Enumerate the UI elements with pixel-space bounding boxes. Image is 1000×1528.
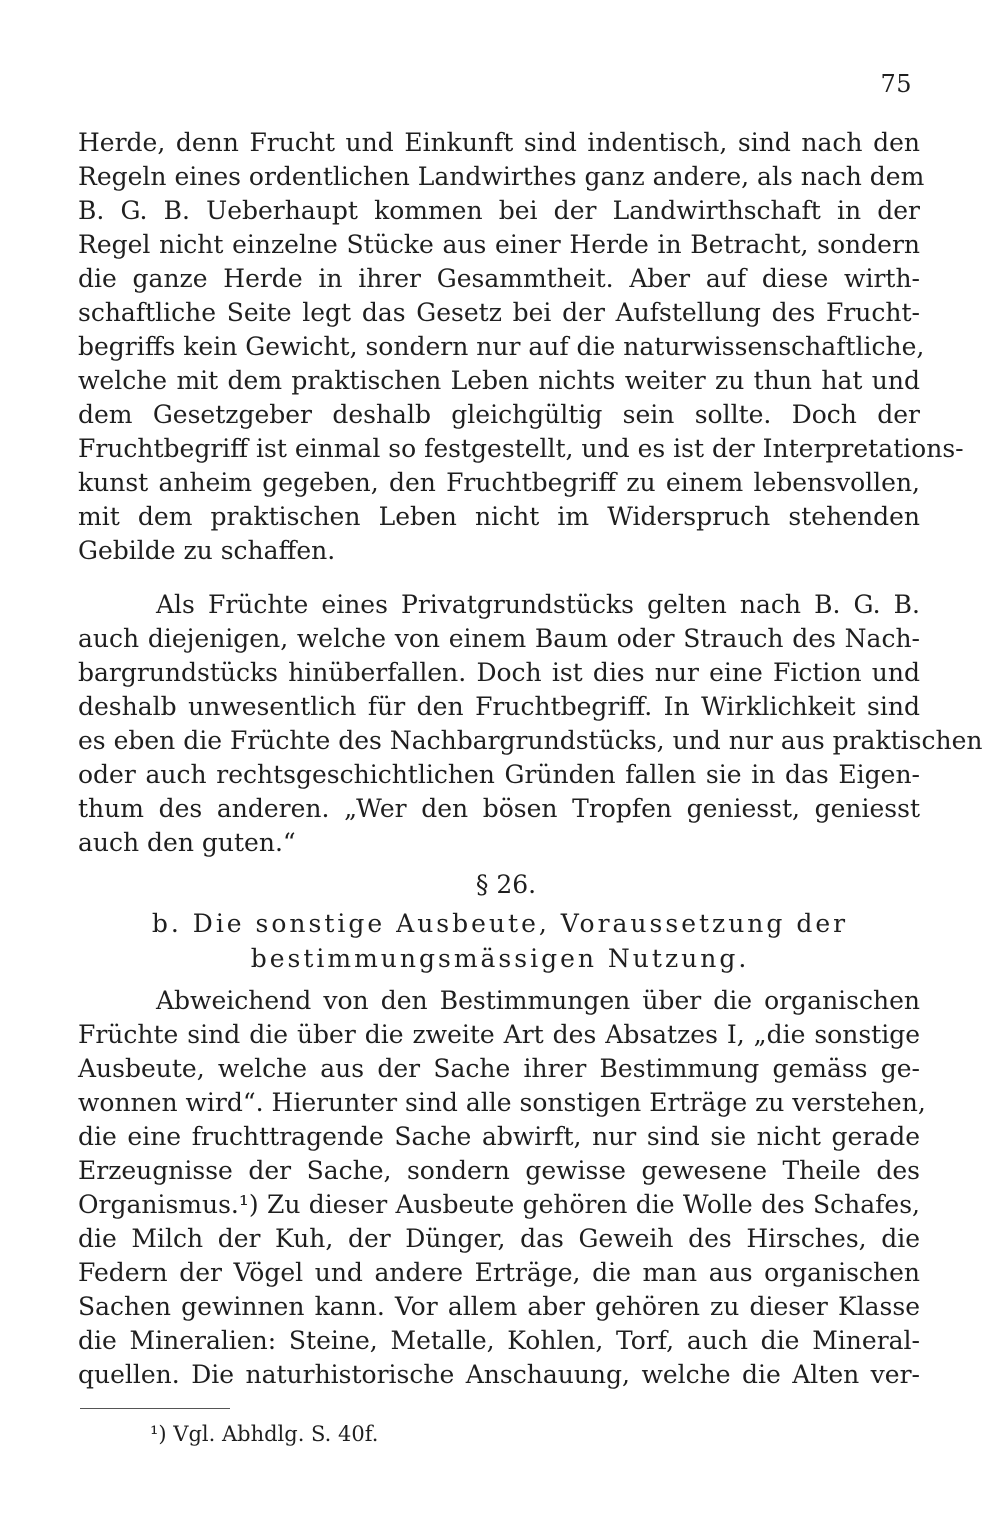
text-line: B. G. B. Ueberhaupt kommen bei der Landwirthschaft in der	[78, 196, 920, 225]
text-line: Regeln eines ordentlichen Landwirthes ganz andere, als nach dem	[78, 162, 925, 191]
text-line: auch den guten.“	[78, 828, 296, 857]
text-line: Abweichend von den Bestimmungen über die organischen	[156, 986, 920, 1015]
section-title-line: b. Die sonstige Ausbeute, Voraussetzung der	[151, 909, 849, 938]
text-line: quellen. Die naturhistorische Anschauung, welche die Alten ver-	[78, 1360, 920, 1389]
section-number: § 26.	[475, 870, 537, 899]
text-line: dem Gesetzgeber deshalb gleichgültig sein sollte. Doch der	[78, 400, 920, 429]
text-line: mit dem praktischen Leben nicht im Widerspruch stehenden	[78, 502, 920, 531]
text-line: Früchte sind die über die zweite Art des Absatzes I, „die sonstige	[78, 1020, 920, 1049]
footnote: ¹) Vgl. Abhdlg. S. 40f.	[150, 1422, 379, 1446]
page-number: 75	[880, 70, 912, 98]
text-line: Regel nicht einzelne Stücke aus einer Herde in Betracht, sondern	[78, 230, 920, 259]
text-line: oder auch rechtsgeschichtlichen Gründen fallen sie in das Eigen-	[78, 760, 920, 789]
text-line: es eben die Früchte des Nachbargrundstücks, und nur aus praktischen	[78, 726, 983, 755]
text-line: bargrundstücks hinüberfallen. Doch ist dies nur eine Fiction und	[78, 658, 920, 687]
text-line: Gebilde zu schaffen.	[78, 536, 336, 565]
text-line: die eine fruchttragende Sache abwirft, nur sind sie nicht gerade	[78, 1122, 920, 1151]
text-line: Organismus.¹) Zu dieser Ausbeute gehören die Wolle des Schafes,	[78, 1190, 920, 1219]
text-line: Erzeugnisse der Sache, sondern gewisse gewesene Theile des	[78, 1156, 920, 1185]
section-title-line: bestimmungsmässigen Nutzung.	[250, 944, 750, 973]
text-line: thum des anderen. „Wer den bösen Tropfen geniesst, geniesst	[78, 794, 920, 823]
text-line: auch diejenigen, welche von einem Baum oder Strauch des Nach-	[78, 624, 920, 653]
text-line: schaftliche Seite legt das Gesetz bei der Aufstellung des Frucht-	[78, 298, 920, 327]
footnote-divider	[80, 1408, 230, 1409]
paragraph-3	[78, 984, 926, 1392]
section-title	[150, 906, 850, 976]
text-line: die Mineralien: Steine, Metalle, Kohlen, Torf, auch die Mineral-	[78, 1326, 920, 1355]
text-line: begriffs kein Gewicht, sondern nur auf die naturwissenschaftliche,	[78, 332, 925, 361]
text-line: die ganze Herde in ihrer Gesammtheit. Aber auf diese wirth-	[78, 264, 920, 293]
text-line: Federn der Vögel und andere Erträge, die man aus organischen	[78, 1258, 920, 1287]
text-line: kunst anheim gegeben, den Fruchtbegriff zu einem lebensvollen,	[78, 468, 920, 497]
text-line: Herde, denn Frucht und Einkunft sind indentisch, sind nach den	[78, 128, 920, 157]
text-line: Fruchtbegriff ist einmal so festgestellt, und es ist der Interpretations-	[78, 434, 964, 463]
text-line: welche mit dem praktischen Leben nichts weiter zu thun hat und	[78, 366, 920, 395]
text-line: Als Früchte eines Privatgrundstücks gelten nach B. G. B.	[156, 590, 920, 619]
paragraph-2	[78, 588, 983, 860]
text-line: die Milch der Kuh, der Dünger, das Geweih des Hirsches, die	[78, 1224, 920, 1253]
text-line: deshalb unwesentlich für den Fruchtbegriff. In Wirklichkeit sind	[78, 692, 920, 721]
paragraph-1	[78, 126, 964, 568]
text-line: Ausbeute, welche aus der Sache ihrer Bestimmung gemäss ge-	[78, 1054, 920, 1083]
text-line: wonnen wird“. Hierunter sind alle sonstigen Erträge zu verstehen,	[78, 1088, 926, 1117]
text-line: Sachen gewinnen kann. Vor allem aber gehören zu dieser Klasse	[78, 1292, 920, 1321]
